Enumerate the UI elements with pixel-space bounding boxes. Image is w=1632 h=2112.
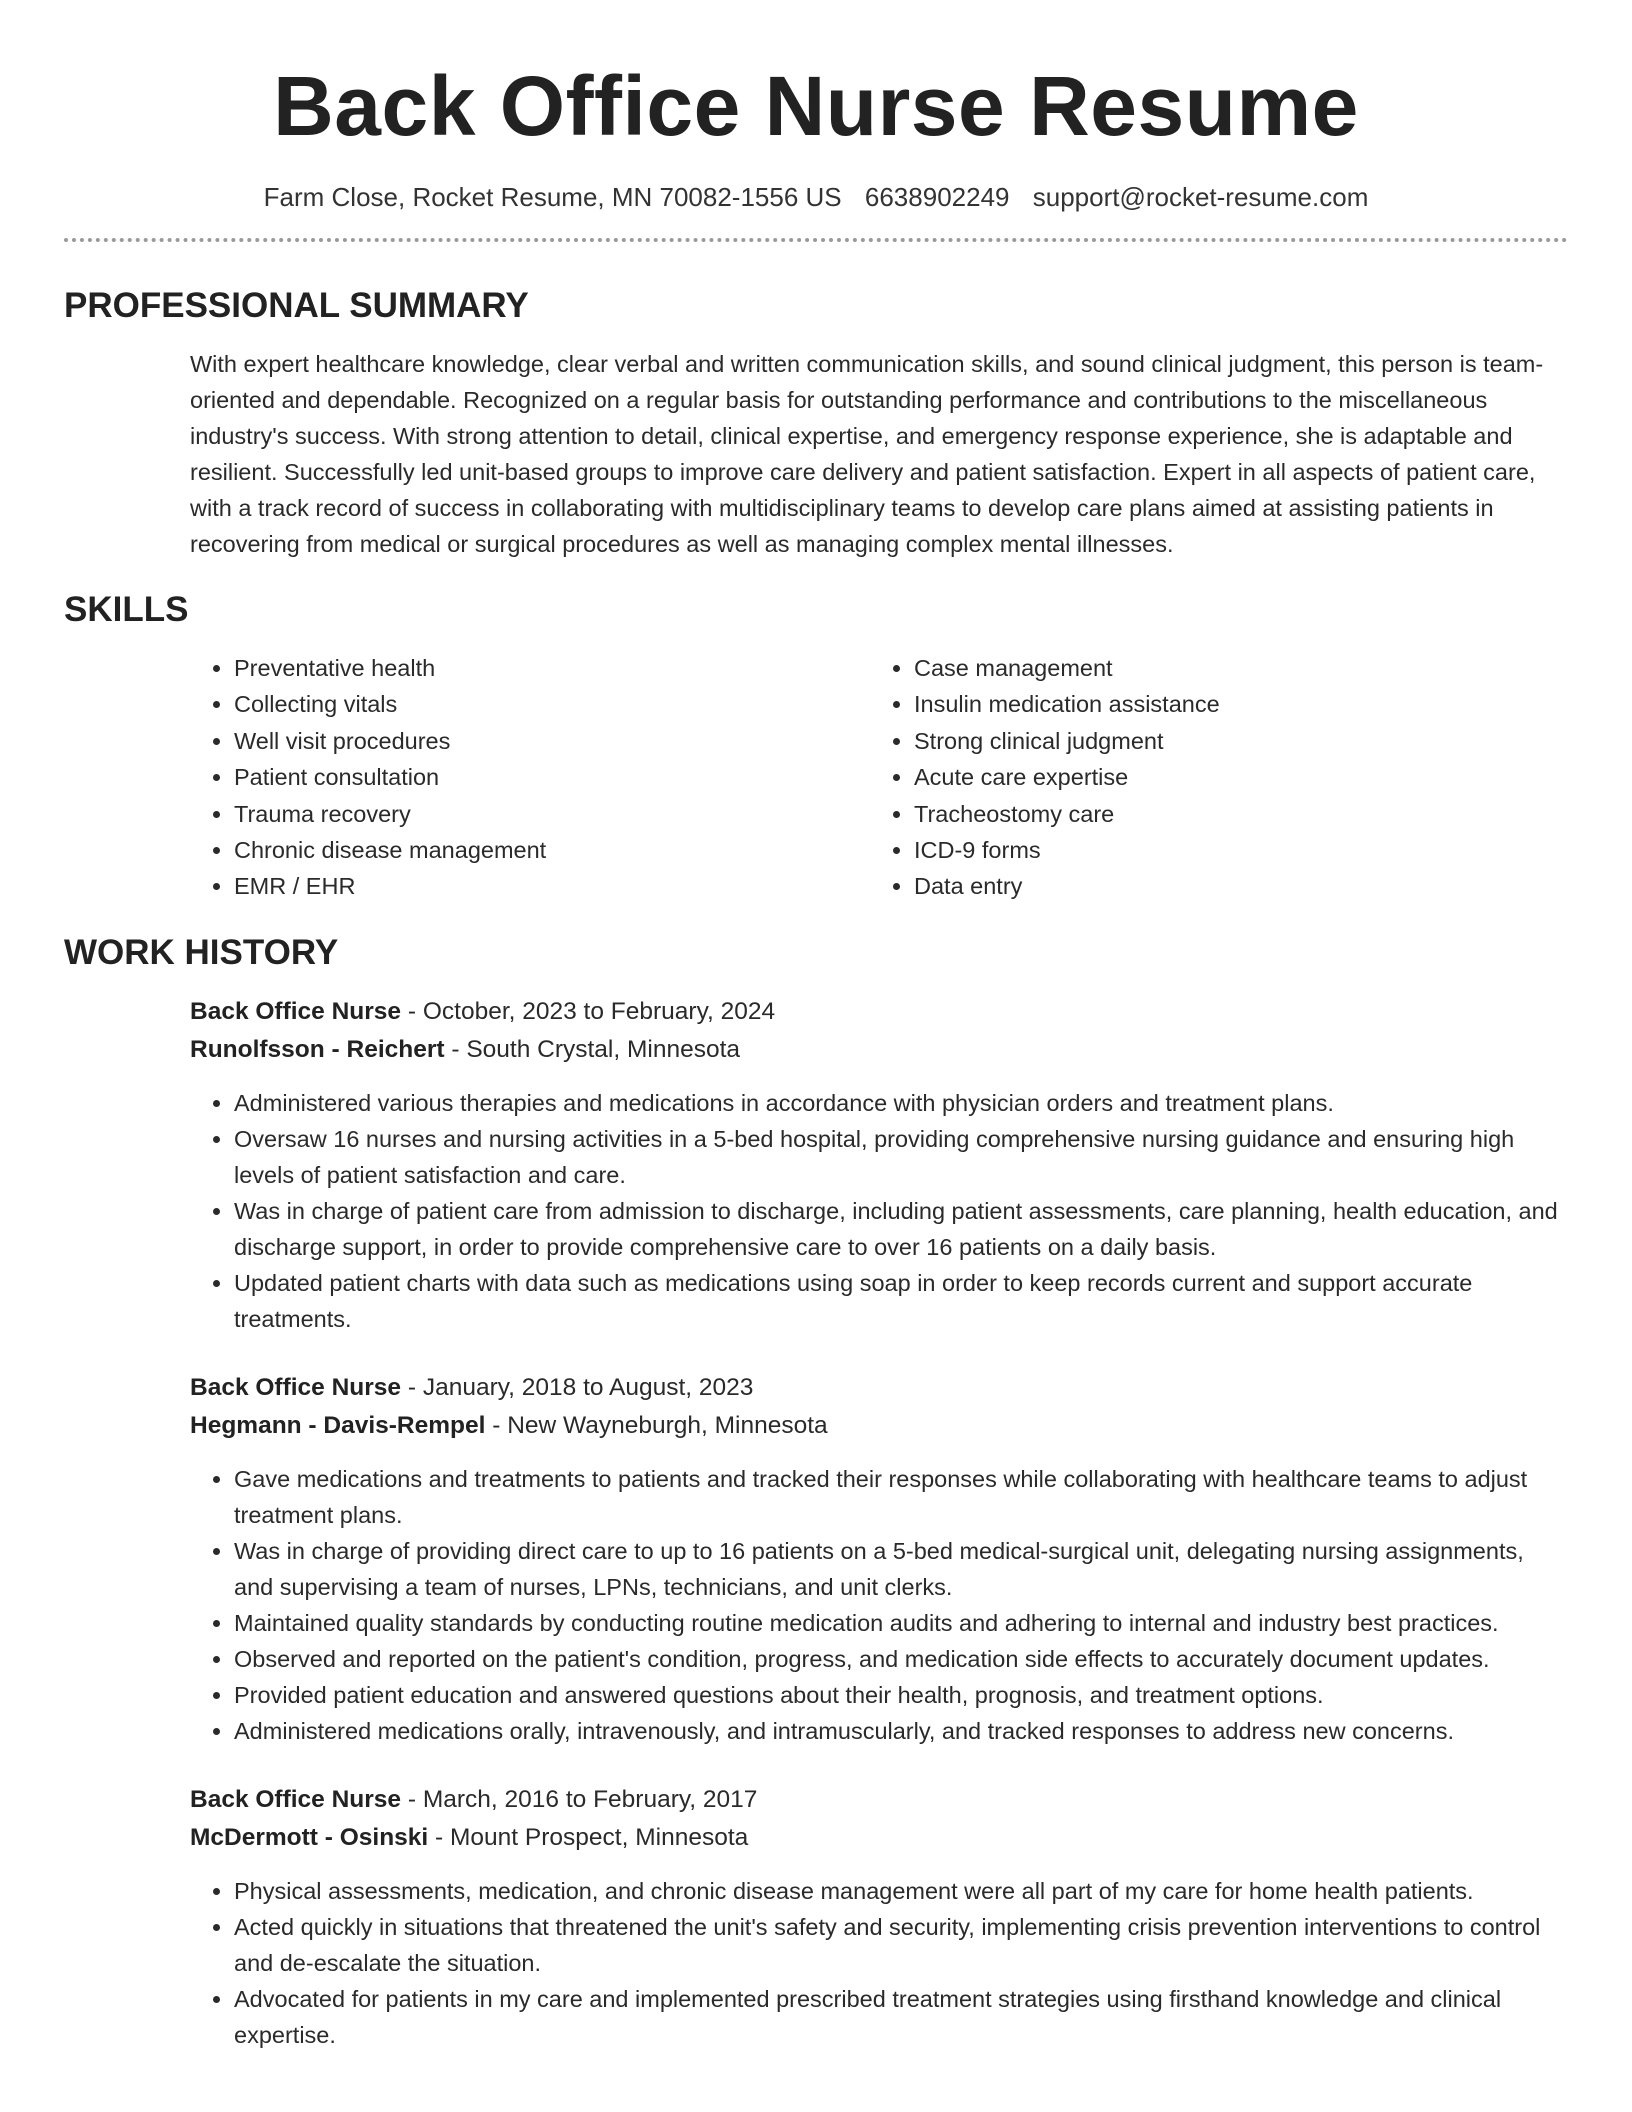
job-dates: - October, 2023 to February, 2024 — [401, 997, 776, 1025]
job-bullets — [190, 1873, 1568, 2053]
job-title-line — [190, 1781, 1568, 1819]
job-bullet: • Advocated for patients in my care and implemented prescribed treatment strategies using firsthand knowledge and clinical expertise. — [234, 1981, 1568, 2053]
skill-item: • Acute care expertise — [914, 759, 1220, 795]
job-bullet: • Gave medications and treatments to patients and tracked their responses while collaborating with healthcare teams to adjust treatment plans. — [234, 1461, 1568, 1533]
job-entry — [190, 993, 1568, 1337]
summary-heading: PROFESSIONAL SUMMARY — [64, 286, 529, 325]
skills-heading: SKILLS — [64, 590, 189, 629]
header-divider — [64, 238, 1568, 242]
skill-item: • Well visit procedures — [234, 723, 870, 759]
skill-item: • Preventative health — [234, 650, 870, 686]
resume-page — [64, 0, 1568, 2053]
job-title: Back Office Nurse — [190, 997, 402, 1025]
job-company: McDermott - Osinski — [190, 1823, 429, 1851]
job-title-line — [190, 993, 1568, 1031]
job-bullets — [190, 1461, 1568, 1749]
job-bullet: • Provided patient education and answered questions about their health, prognosis, and treatment options. — [234, 1677, 1568, 1713]
skill-item: • Patient consultation — [234, 759, 870, 795]
job-company-line — [190, 1819, 1568, 1857]
job-dates: - March, 2016 to February, 2017 — [401, 1785, 758, 1813]
job-company: Runolfsson - Reichert — [190, 1035, 445, 1063]
job-bullet: • Was in charge of patient care from admission to discharge, including patient assessments, care planning, health education, and discharge support, in order to provide comprehensive care to over 16 patients on a daily basis. — [234, 1193, 1568, 1265]
job-title: Back Office Nurse — [190, 1373, 402, 1401]
job-dates: - January, 2018 to August, 2023 — [401, 1373, 754, 1401]
contact-phone: 6638902249 — [864, 182, 1010, 212]
skill-item: • ICD-9 forms — [914, 832, 1220, 868]
job-bullet: • Was in charge of providing direct care to up to 16 patients on a 5-bed medical-surgical unit, delegating nursing assignments, and supervising a team of nurses, LPNs, technicians, and unit clerks. — [234, 1533, 1568, 1605]
job-bullet: • Administered various therapies and medications in accordance with physician orders and treatment plans. — [234, 1085, 1568, 1121]
job-bullet: • Physical assessments, medication, and chronic disease management were all part of my care for home health patients. — [234, 1873, 1568, 1909]
contact-line — [64, 180, 1568, 214]
job-entry — [190, 1781, 1568, 2053]
skill-item: • Strong clinical judgment — [914, 723, 1220, 759]
skill-item: • Data entry — [914, 868, 1220, 904]
skill-item: • Case management — [914, 650, 1220, 686]
resume-title: Back Office Nurse Resume — [273, 59, 1359, 153]
work-history-heading: WORK HISTORY — [64, 932, 339, 972]
skill-item: • Chronic disease management — [234, 832, 870, 868]
job-bullet: • Administered medications orally, intravenously, and intramuscularly, and tracked responses to address new concerns. — [234, 1713, 1568, 1749]
contact-email: support@rocket-resume.com — [1032, 182, 1369, 212]
job-company-line — [190, 1031, 1568, 1069]
job-bullet: • Observed and reported on the patient's condition, progress, and medication side effects to accurately document updates. — [234, 1641, 1568, 1677]
contact-address: Farm Close, Rocket Resume, MN 70082-1556 US — [263, 182, 842, 212]
job-bullet: • Maintained quality standards by conducting routine medication audits and adhering to internal and industry best practices. — [234, 1605, 1568, 1641]
job-entry — [190, 1369, 1568, 1749]
job-location: - Mount Prospect, Minnesota — [428, 1823, 749, 1851]
skill-item: • Tracheostomy care — [914, 796, 1220, 832]
job-company: Hegmann - Davis-Rempel — [190, 1411, 486, 1439]
job-location: - New Wayneburgh, Minnesota — [485, 1411, 828, 1439]
job-title-line — [190, 1369, 1568, 1407]
skills-column-right — [870, 650, 1220, 905]
summary-text: With expert healthcare knowledge, clear verbal and written communication skills, and sound clinical judgment, this person is team-oriented and dependable. Recognized on a regular basis for outstanding performance and contributions to the miscellaneous industry's success. With strong attention to detail, clinical expertise, and emergency response experience, she is adaptable and resilient. Successfully led unit-based groups to improve care delivery and patient satisfaction. Expert in all aspects of patient care, with a track record of success in collaborating with multidisciplinary teams to develop care plans aimed at assisting patients in recovering from medical or surgical procedures as well as managing complex mental illnesses. — [190, 351, 1544, 557]
skill-item: • Trauma recovery — [234, 796, 870, 832]
skill-item: • EMR / EHR — [234, 868, 870, 904]
job-bullets — [190, 1085, 1568, 1337]
job-bullet: • Acted quickly in situations that threatened the unit's safety and security, implementing crisis prevention interventions to control and de-escalate the situation. — [234, 1909, 1568, 1981]
job-bullet: • Oversaw 16 nurses and nursing activities in a 5-bed hospital, providing comprehensive nursing guidance and ensuring high levels of patient satisfaction and care. — [234, 1121, 1568, 1193]
skill-item: • Collecting vitals — [234, 686, 870, 722]
job-company-line — [190, 1407, 1568, 1445]
job-location: - South Crystal, Minnesota — [444, 1035, 741, 1063]
skills-list — [190, 650, 1568, 905]
job-bullet: • Updated patient charts with data such as medications using soap in order to keep records current and support accurate treatments. — [234, 1265, 1568, 1337]
job-title: Back Office Nurse — [190, 1785, 402, 1813]
skills-column-left — [190, 650, 870, 905]
skill-item: • Insulin medication assistance — [914, 686, 1220, 722]
